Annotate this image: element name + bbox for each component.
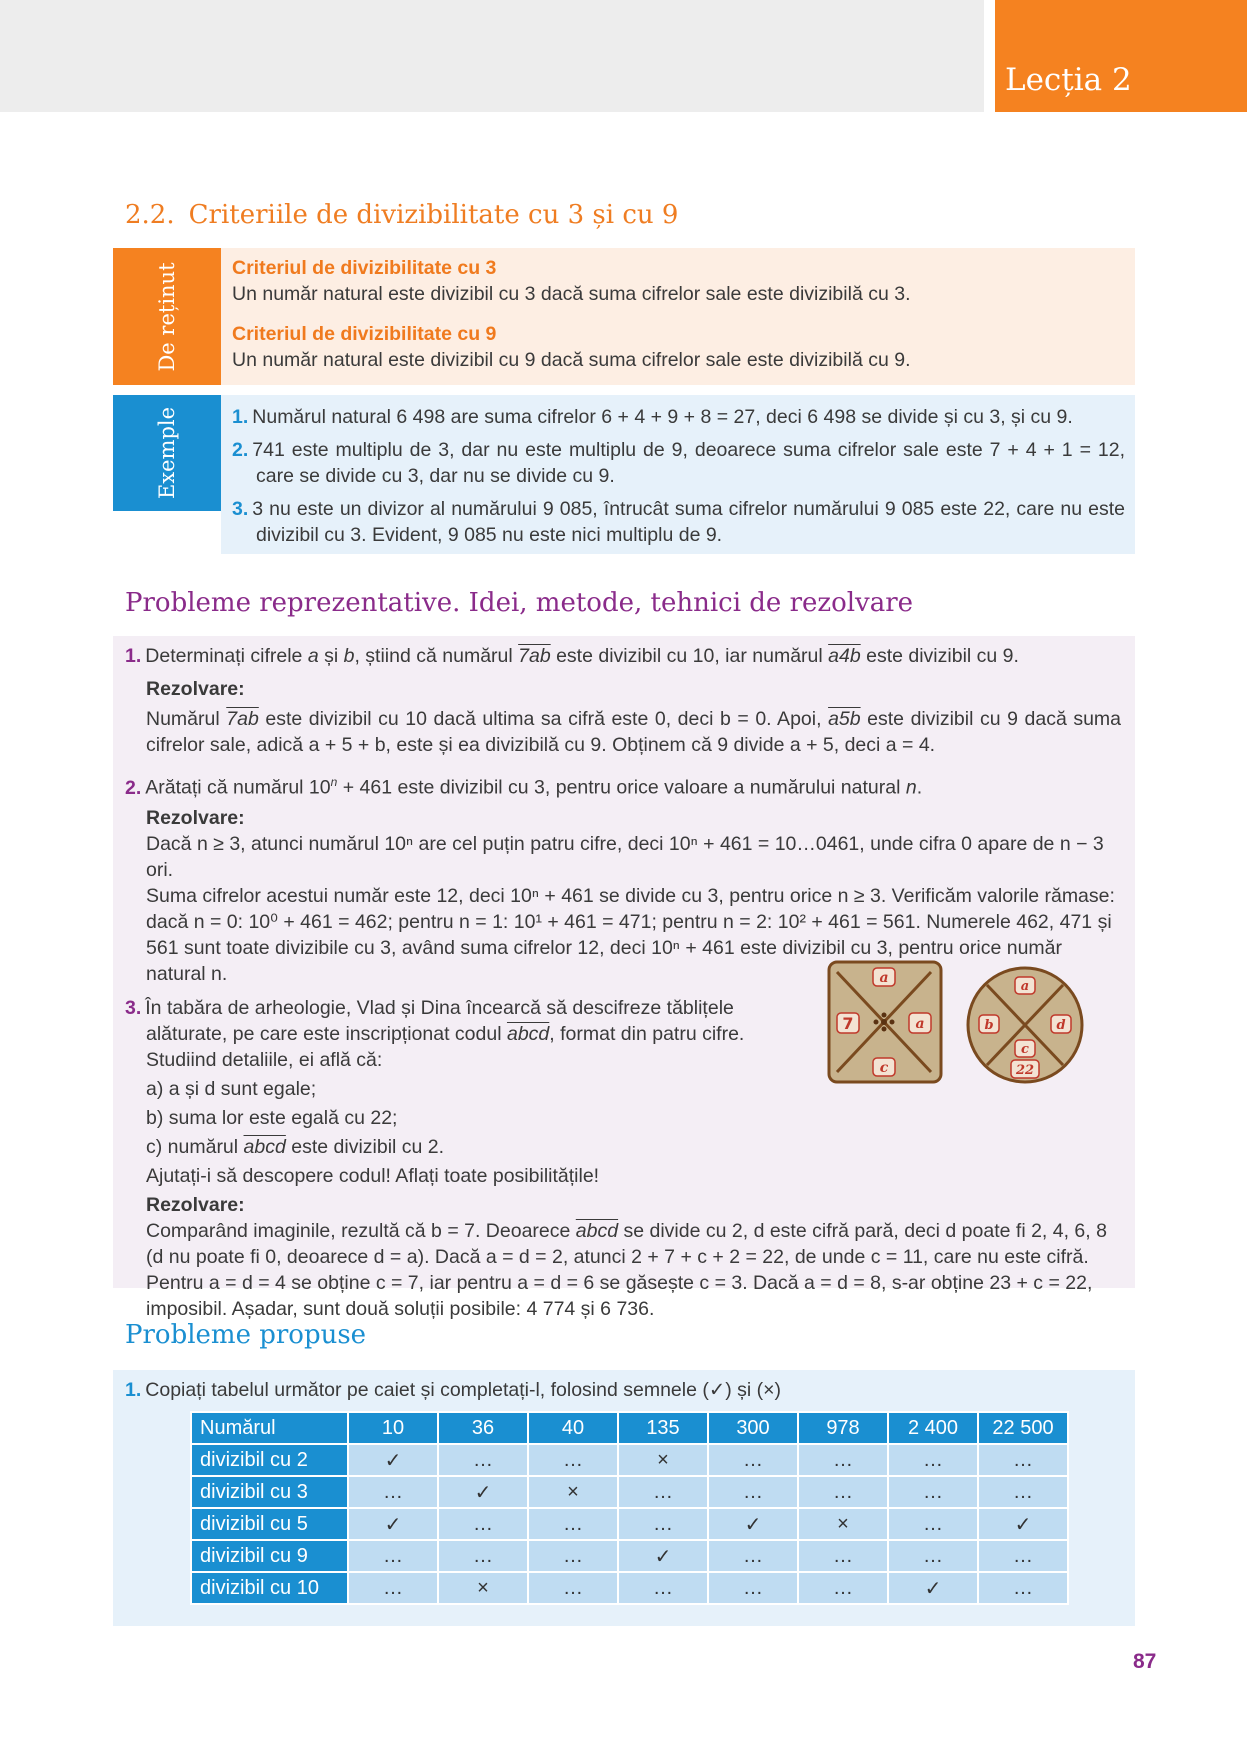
table-header-cell: 40: [528, 1412, 618, 1444]
problem-2-solution-line: Suma cifrelor acestui număr este 12, deci 10ⁿ + 461 se divide cu 3, pentru orice n ≥ 3. Verificăm valorile rămase:: [146, 884, 1115, 907]
page-number: 87: [1133, 1650, 1157, 1673]
examples-label: Exemple: [113, 395, 221, 511]
tablet-symbol: d: [1056, 1018, 1066, 1033]
tablet-symbol: b: [984, 1018, 994, 1033]
table-row: [191, 1476, 1068, 1508]
problem-3-solution-line: (d nu poate fi 0, deoarece d = a). Dacă a = d = 2, atunci 2 + 7 + c + 2 = 22, de unde c = 11, care nu este cifră.: [146, 1245, 1089, 1268]
lesson-tab: [995, 0, 1247, 112]
table-cell: …: [708, 1540, 798, 1572]
table-row-label: divizibil cu 3: [191, 1476, 348, 1508]
table-row-label: divizibil cu 10: [191, 1572, 348, 1604]
tablet-symbol: c: [1021, 1042, 1029, 1057]
table-cell: …: [798, 1540, 888, 1572]
table-header-cell: 22 500: [978, 1412, 1068, 1444]
table-header-cell: 2 400: [888, 1412, 978, 1444]
tablet-symbol: 22: [1015, 1063, 1035, 1078]
table-cell: ✓: [978, 1508, 1068, 1540]
table-cell: …: [708, 1444, 798, 1476]
table-row: [191, 1508, 1068, 1540]
table-cell: ×: [798, 1508, 888, 1540]
section-title: [125, 200, 678, 230]
table-header-cell: 36: [438, 1412, 528, 1444]
table-cell: …: [978, 1540, 1068, 1572]
table-cell: …: [888, 1508, 978, 1540]
criterion-9-text: Un număr natural este divizibil cu 9 dacă suma cifrelor sale este divizibilă cu 9.: [232, 349, 911, 371]
table-row-label: divizibil cu 5: [191, 1508, 348, 1540]
example-item: 3. 3 nu este un divizor al numărului 9 085, întrucât suma cifrelor numărului 9 085 este 22, care nu este divizibil cu 3. Evident, 9 085 nu este nici multiplu de 9.: [232, 498, 1125, 546]
proposed-title: Probleme propuse: [125, 1320, 367, 1350]
lesson-label: Lecția 2: [1005, 62, 1132, 98]
table-cell: ×: [618, 1444, 708, 1476]
tablet-symbol: c: [879, 1060, 889, 1076]
table-cell: ✓: [618, 1540, 708, 1572]
table-row: [191, 1444, 1068, 1476]
criterion-9-title: Criteriul de divizibilitate cu 9: [232, 323, 497, 345]
example-item: 2. 741 este multiplu de 3, dar nu este multiplu de 9, deoarece suma cifrelor sale este 7 + 4 + 1 = 12, care se divide cu 3, dar nu se divide cu 9.: [232, 439, 1125, 487]
square-tablet: [829, 962, 941, 1082]
table-cell: …: [798, 1444, 888, 1476]
table-cell: …: [348, 1476, 438, 1508]
section-number: 2.2.: [125, 200, 175, 230]
table-cell: …: [438, 1540, 528, 1572]
table-row-label: divizibil cu 9: [191, 1540, 348, 1572]
problem-3-solution-line: Comparând imaginile, rezultă că b = 7. Deoarece abcd se divide cu 2, d este cifră pară, deci d poate fi 2, 4, 6, 8: [146, 1219, 1107, 1242]
table-header-cell: Numărul: [191, 1412, 348, 1444]
table-cell: …: [798, 1572, 888, 1604]
problem-2: 2. Arătați că numărul $10^n + 461$ este divizibil cu 3, pentru orice valoare a numărului natural n.: [125, 775, 923, 799]
table-header-cell: 300: [708, 1412, 798, 1444]
header-bar: [0, 0, 984, 112]
table-cell: ✓: [348, 1444, 438, 1476]
table-cell: …: [528, 1508, 618, 1540]
table-row-label: divizibil cu 2: [191, 1444, 348, 1476]
table-cell: …: [978, 1476, 1068, 1508]
remember-box: [221, 248, 1135, 385]
tablet-symbol: a: [879, 970, 889, 986]
table-cell: …: [978, 1444, 1068, 1476]
table-header-cell: 978: [798, 1412, 888, 1444]
solution-label: Rezolvare:: [146, 1193, 245, 1216]
tablet-symbol: a: [1020, 979, 1030, 994]
problem-2-solution-line: dacă n = 0: 10⁰ + 461 = 462; pentru n = 1: 10¹ + 461 = 471; pentru n = 2: 10² + 461 = 561. Numerele 462, 471 și: [146, 910, 1112, 933]
proposed-problem-1: 1. Copiați tabelul următor pe caiet și completați-l, folosind semnele (✓) și (×): [125, 1379, 781, 1401]
tablet-symbol: a: [915, 1016, 925, 1032]
table-cell: …: [528, 1444, 618, 1476]
criterion-3-title: Criteriul de divizibilitate cu 3: [232, 257, 497, 279]
table-row: [191, 1540, 1068, 1572]
solution-label: Rezolvare:: [146, 806, 245, 829]
table-cell: ✓: [708, 1508, 798, 1540]
table-cell: …: [708, 1476, 798, 1508]
table-cell: ×: [438, 1572, 528, 1604]
table-header-row: [191, 1412, 1068, 1444]
criterion-3-text: Un număr natural este divizibil cu 3 dacă suma cifrelor sale este divizibilă cu 3.: [232, 283, 911, 305]
problem-1-solution: Numărul 7ab este divizibil cu 10 dacă ultima sa cifră este 0, deci b = 0. Apoi, a5b este divizibil cu 9 dacă suma cifrelor sale, adică a + 5 + b, este și ea divizibilă cu 9. Obținem că 9 divide a + 5, deci a = 4.: [146, 708, 1122, 756]
table-header-cell: 10: [348, 1412, 438, 1444]
table-cell: …: [618, 1572, 708, 1604]
table-row: [191, 1572, 1068, 1604]
examples-box: [221, 395, 1135, 554]
table-cell: …: [438, 1508, 528, 1540]
representative-box: [113, 636, 1135, 1320]
problem-3-solution-line: Pentru a = d = 4 se obține c = 7, iar pentru a = d = 6 se găsește c = 3. Dacă a = d = 8, s-ar obține 23 + c = 22,: [146, 1271, 1093, 1294]
problem-2-solution-line: 561 sunt toate divizibile cu 3, având suma cifrelor 12, deci 10ⁿ + 461 este divizibil cu 3, pentru orice număr natural n.: [146, 936, 1062, 985]
table-cell: ×: [528, 1476, 618, 1508]
tablets-illustration: [827, 960, 1097, 1090]
table-cell: …: [348, 1572, 438, 1604]
table-cell: …: [708, 1572, 798, 1604]
table-cell: …: [978, 1572, 1068, 1604]
table-cell: …: [798, 1476, 888, 1508]
solution-label: Rezolvare:: [146, 678, 245, 700]
table-cell: …: [618, 1508, 708, 1540]
table-cell: …: [888, 1476, 978, 1508]
table-cell: …: [528, 1540, 618, 1572]
problem-3-solution-line: imposibil. Așadar, sunt două soluții posibile: 4 774 și 6 736.: [146, 1297, 655, 1320]
table-cell: ✓: [888, 1572, 978, 1604]
remember-label: De reținut: [113, 248, 221, 385]
divisibility-table: [190, 1411, 1069, 1605]
round-tablet: [968, 968, 1082, 1082]
table-cell: ✓: [438, 1476, 528, 1508]
table-header-cell: 135: [618, 1412, 708, 1444]
table-cell: …: [348, 1540, 438, 1572]
section-title-text: Criteriile de divizibilitate cu 3 și cu 9: [188, 200, 679, 230]
table-cell: …: [888, 1444, 978, 1476]
problem-3: 3. În tabăra de arheologie, Vlad și Dina încearcă să descifreze tăblițele alăturate, pe care este inscripționat codul abcd, format din patru cifre. Studiind detaliile, ei află că: a) a și d sunt egale; b) suma lor este egală cu 22; c) numărul abcd este divizibil cu 2. Ajutați-i să descopere codul! Aflați toate posibilitățile! Rezolvare: Comparând imaginile, rezultă că b = 7. Deoarece abcd se divide cu 2, d este cifră pară, deci d poate fi 2, 4, 6, 8 (d nu poate fi 0, deoarece d = a). Dacă a = d = 2, atunci 2 + 7 + c + 2 = 22, de unde c = 11, care nu este cifră. Pentru a = d = 4 se obține c = 7, iar pentru a = d = 6 se găsește c = 3. Dacă a = d = 8, s-ar obține 23 + c = 22, imposibil. Așadar, sunt două soluții posibile: 4 774 și 6 736.: [125, 995, 1121, 1322]
example-item: 1. Numărul natural 6 498 are suma cifrelor 6 + 4 + 9 + 8 = 27, deci 6 498 se divide și cu 3, și cu 9.: [232, 406, 1073, 428]
table-cell: …: [618, 1476, 708, 1508]
representative-title: Probleme reprezentative. Idei, metode, tehnici de rezolvare: [125, 588, 914, 618]
tablet-symbol: 7: [842, 1014, 854, 1033]
problem-2-solution-line: Dacă n ≥ 3, atunci numărul 10ⁿ are cel puțin patru cifre, deci 10ⁿ + 461 = 10…0461, unde cifra 0 apare de n − 3 ori.: [146, 832, 1104, 881]
problem-1: 1. Determinați cifrele a și b, știind că numărul 7ab este divizibil cu 10, iar numărul a4b este divizibil cu 9.: [125, 645, 1019, 667]
table-cell: …: [528, 1572, 618, 1604]
table-cell: ✓: [348, 1508, 438, 1540]
table-cell: …: [438, 1444, 528, 1476]
table-cell: …: [888, 1540, 978, 1572]
